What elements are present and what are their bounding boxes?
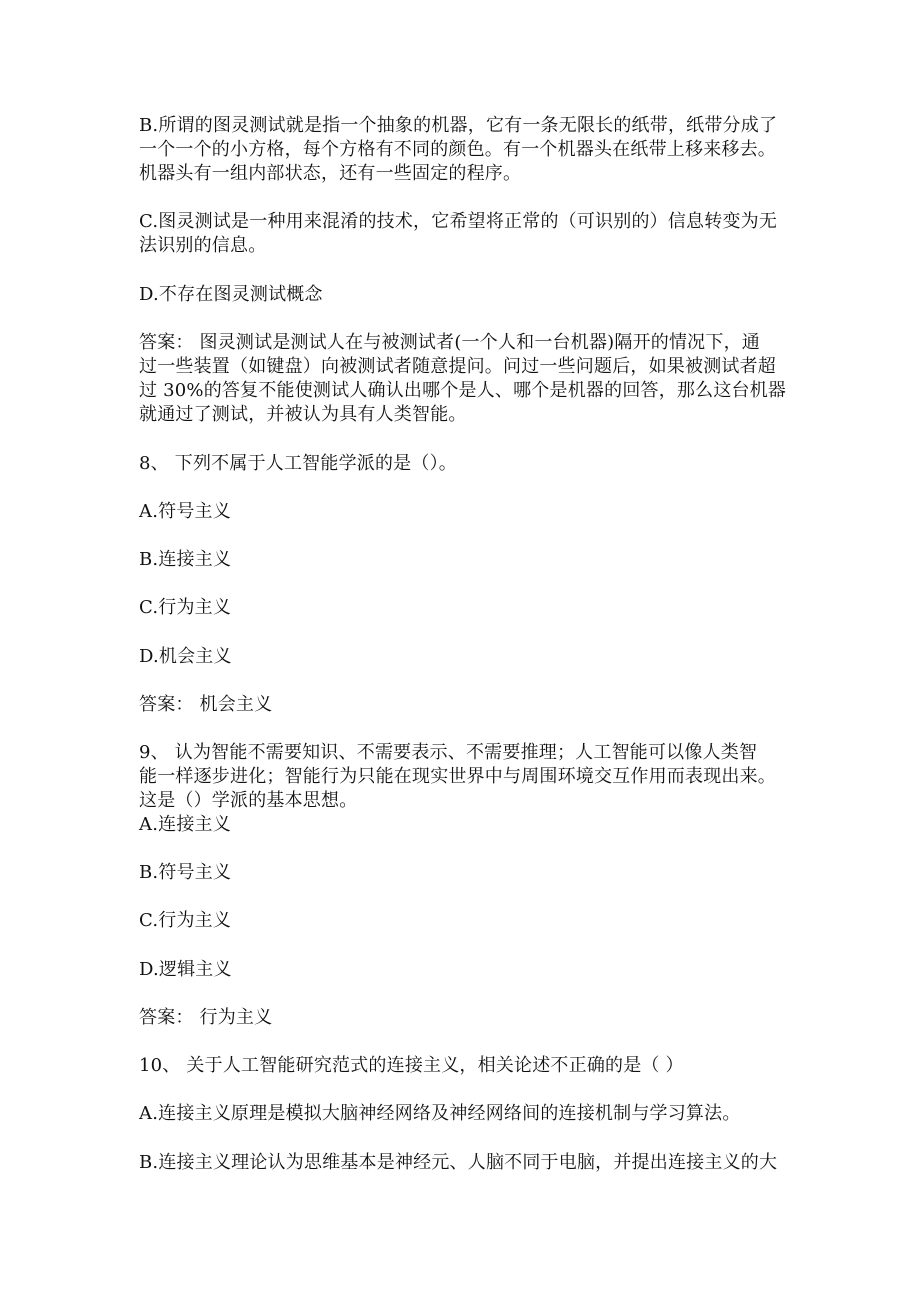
q8-option-b: B.连接主义 — [139, 549, 232, 570]
q9-question-line-3: 这是（）学派的基本思想。 — [139, 790, 358, 811]
q7-answer-line-2: 过一些装置（如键盘）向被测试者随意提问。问过一些问题后，如果被测试者超 — [139, 356, 776, 377]
q9-question-line-2: 能一样逐步进化；智能行为只能在现实世界中与周围环境交互作用而表现出来。 — [139, 766, 776, 787]
q7-option-b-line-2: 一个一个的小方格，每个方格有不同的颜色。有一个机器头在纸带上移来移去。 — [139, 139, 776, 160]
q10-option-a: A.连接主义原理是模拟大脑神经网络及神经网络间的连接机制与学习算法。 — [139, 1103, 741, 1124]
q8-answer: 答案： 机会主义 — [139, 694, 273, 715]
q7-answer-line-1: 答案： 图灵测试是测试人在与被测试者(一个人和一台机器)隔开的情况下，通 — [139, 332, 760, 353]
q7-option-d: D.不存在图灵测试概念 — [139, 284, 323, 305]
q9-option-a: A.连接主义 — [139, 814, 231, 835]
q7-option-c-line-2: 法识别的信息。 — [139, 235, 267, 256]
q7-answer-line-4: 就通过了测试，并被认为具有人类智能。 — [139, 404, 467, 425]
q8-question: 8、 下列不属于人工智能学派的是（）。 — [139, 453, 457, 474]
q8-option-d: D.机会主义 — [139, 646, 232, 667]
q7-option-b-line-1: B.所谓的图灵测试就是指一个抽象的机器，它有一条无限长的纸带，纸带分成了 — [139, 115, 778, 136]
q8-option-a: A.符号主义 — [139, 501, 231, 522]
q8-option-c: C.行为主义 — [139, 597, 232, 618]
q9-answer: 答案： 行为主义 — [139, 1007, 273, 1028]
q10-option-b: B.连接主义理论认为思维基本是神经元、人脑不同于电脑，并提出连接主义的大 — [139, 1152, 778, 1173]
q10-question: 10、 关于人工智能研究范式的连接主义，相关论述不正确的是（ ） — [139, 1055, 684, 1076]
q9-option-c: C.行为主义 — [139, 910, 232, 931]
q7-option-b-line-3: 机器头有一组内部状态，还有一些固定的程序。 — [139, 163, 522, 184]
q7-option-c-line-1: C.图灵测试是一种用来混淆的技术，它希望将正常的（可识别的）信息转变为无 — [139, 211, 778, 232]
q9-option-b: B.符号主义 — [139, 862, 232, 883]
q9-question-line-1: 9、 认为智能不需要知识、不需要表示、不需要推理；人工智能可以像人类智 — [139, 742, 758, 763]
q7-answer-line-3: 过 30%的答复不能使测试人确认出哪个是人、哪个是机器的回答，那么这台机器 — [139, 380, 787, 401]
q9-option-d: D.逻辑主义 — [139, 959, 232, 980]
